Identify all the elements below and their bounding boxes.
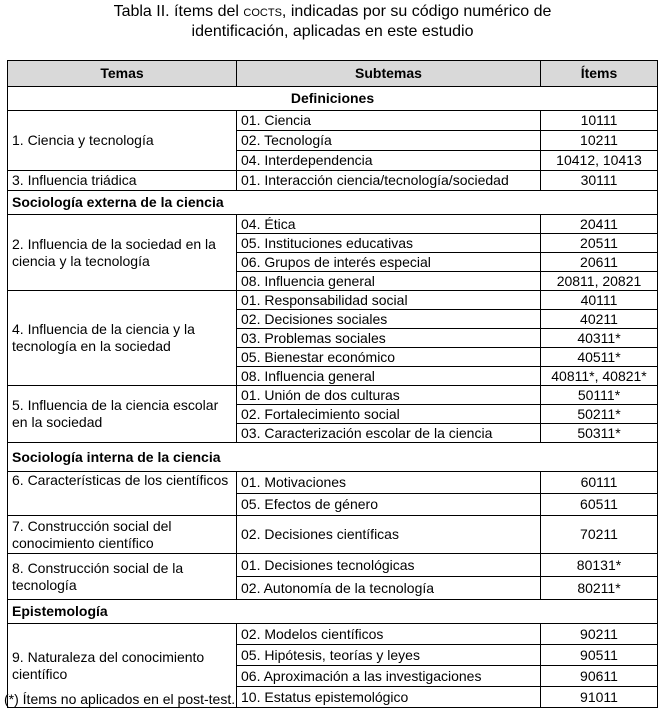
item-code-cell: 40511* <box>541 348 658 367</box>
tema-cell: 8. Construcción social de la tecnología <box>8 554 237 600</box>
subtema-cell: 01. Interacción ciencia/tecnología/sociedad <box>237 171 541 191</box>
section-row <box>8 191 658 215</box>
subtema-cell: 02. Decisiones sociales <box>237 310 541 329</box>
subtema-cell: 10. Estatus epistemológico <box>237 687 541 708</box>
tema-cell: 2. Influencia de la sociedad en la ciencia y la tecnología <box>8 215 237 291</box>
subtema-cell: 06. Aproximación a las investigaciones <box>237 666 541 687</box>
subtema-cell: 02. Autonomía de la tecnología <box>237 577 541 600</box>
section-row <box>8 600 658 624</box>
item-code-cell: 50211* <box>541 405 658 424</box>
subtema-cell: 05. Instituciones educativas <box>237 234 541 253</box>
subtema-cell: 03. Problemas sociales <box>237 329 541 348</box>
section-title: Sociología externa de la ciencia <box>8 191 658 215</box>
item-code-cell: 40311* <box>541 329 658 348</box>
subtema-cell: 02. Modelos científicos <box>237 624 541 645</box>
subtema-cell: 06. Grupos de interés especial <box>237 253 541 272</box>
item-code-cell: 20511 <box>541 234 658 253</box>
section-title: Definiciones <box>8 87 658 111</box>
item-code-cell: 60511 <box>541 494 658 516</box>
item-code-cell: 30111 <box>541 171 658 191</box>
item-code-cell: 50311* <box>541 424 658 443</box>
header-row <box>8 61 658 87</box>
subtema-cell: 03. Caracterización escolar de la ciencia <box>237 424 541 443</box>
subtema-cell: 02. Fortalecimiento social <box>237 405 541 424</box>
item-code-cell: 90511 <box>541 645 658 666</box>
subtema-cell: 05. Bienestar económico <box>237 348 541 367</box>
tema-cell: 3. Influencia triádica <box>8 171 237 191</box>
subtema-cell: 01. Decisiones tecnológicas <box>237 554 541 577</box>
subtema-cell: 04. Interdependencia <box>237 151 541 171</box>
tema-cell: 1. Ciencia y tecnología <box>8 111 237 171</box>
footnote: (*) Ítems no aplicados en el post-test. <box>4 691 236 707</box>
tema-cell: 4. Influencia de la ciencia y la tecnología en la sociedad <box>8 291 237 386</box>
item-code-cell: 80211* <box>541 577 658 600</box>
item-code-cell: 10412, 10413 <box>541 151 658 171</box>
item-code-cell: 20411 <box>541 215 658 234</box>
table-row <box>8 624 658 645</box>
item-code-cell: 40111 <box>541 291 658 310</box>
tema-cell: 7. Construcción social del conocimiento científico <box>8 516 237 554</box>
table-row <box>8 554 658 577</box>
item-code-cell: 90611 <box>541 666 658 687</box>
table-row <box>8 291 658 310</box>
subtema-cell: 04. Ética <box>237 215 541 234</box>
item-code-cell: 91011 <box>541 687 658 708</box>
item-code-cell: 80131* <box>541 554 658 577</box>
tema-cell: 9. Naturaleza del conocimiento científico <box>8 624 237 708</box>
item-code-cell: 10111 <box>541 111 658 131</box>
table-row <box>8 386 658 405</box>
item-code-cell: 90211 <box>541 624 658 645</box>
section-row <box>8 443 658 472</box>
subtema-cell: 01. Ciencia <box>237 111 541 131</box>
items-table <box>7 60 658 708</box>
item-code-cell: 50111* <box>541 386 658 405</box>
subtema-cell: 02. Decisiones científicas <box>237 516 541 554</box>
subtema-cell: 01. Motivaciones <box>237 472 541 494</box>
table-caption <box>0 2 665 42</box>
item-code-cell: 10211 <box>541 131 658 151</box>
table-row <box>8 516 658 554</box>
header-temas: Temas <box>8 61 237 87</box>
tema-cell: 5. Influencia de la ciencia escolar en la sociedad <box>8 386 237 443</box>
subtema-cell: 02. Tecnología <box>237 131 541 151</box>
subtema-cell: 01. Responsabilidad social <box>237 291 541 310</box>
caption-text: identificación, aplicadas en este estudio <box>191 23 474 40</box>
section-row <box>8 87 658 111</box>
header-items: Ítems <box>541 61 658 87</box>
item-code-cell: 40211 <box>541 310 658 329</box>
section-title: Epistemología <box>8 600 658 624</box>
subtema-cell: 08. Influencia general <box>237 367 541 386</box>
table-row <box>8 472 658 494</box>
item-code-cell: 40811*, 40821* <box>541 367 658 386</box>
tema-cell: 6. Características de los científicos <box>8 472 237 516</box>
item-code-cell: 60111 <box>541 472 658 494</box>
item-code-cell: 70211 <box>541 516 658 554</box>
subtema-cell: 08. Influencia general <box>237 272 541 291</box>
section-title: Sociología interna de la ciencia <box>8 443 658 472</box>
caption-text: Tabla II. ítems del <box>113 3 244 20</box>
table-row <box>8 171 658 191</box>
table-row <box>8 215 658 234</box>
subtema-cell: 05. Efectos de género <box>237 494 541 516</box>
item-code-cell: 20611 <box>541 253 658 272</box>
table-row <box>8 111 658 131</box>
item-code-cell: 20811, 20821 <box>541 272 658 291</box>
caption-acronym: cocts <box>243 3 282 20</box>
subtema-cell: 01. Unión de dos culturas <box>237 386 541 405</box>
header-subtemas: Subtemas <box>237 61 541 87</box>
caption-text: , indicadas por su código numérico de <box>281 3 552 20</box>
subtema-cell: 05. Hipótesis, teorías y leyes <box>237 645 541 666</box>
